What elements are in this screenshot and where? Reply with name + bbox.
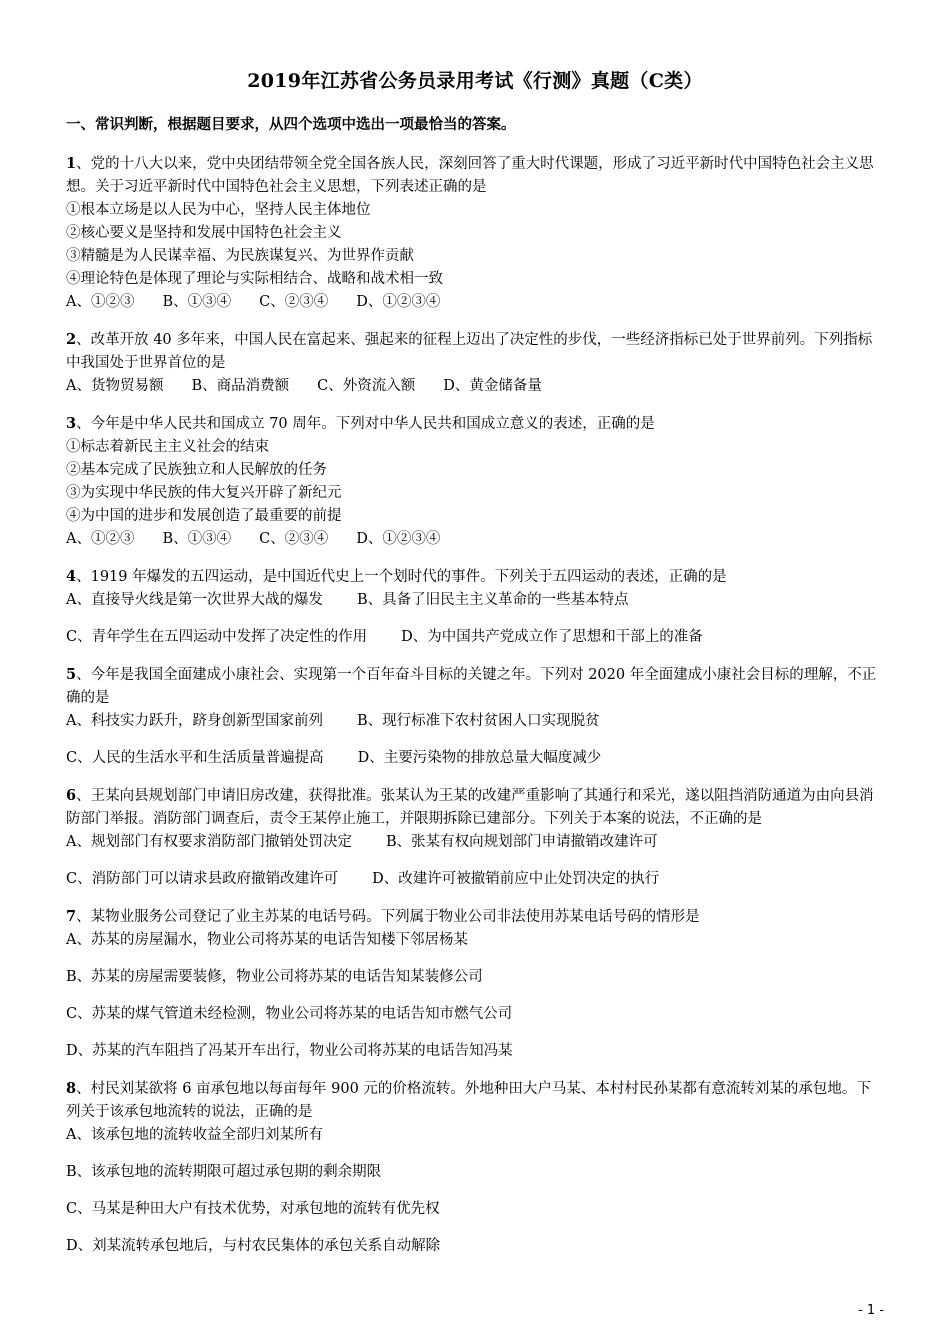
statement: ①标志着新民主主义社会的结束 bbox=[66, 439, 269, 455]
option-d: D、①②③④ bbox=[356, 531, 441, 547]
options-row bbox=[66, 375, 884, 398]
question-1 bbox=[66, 152, 884, 314]
options-row bbox=[66, 528, 884, 551]
question-number: 4 bbox=[66, 568, 77, 585]
option-b: B、商品消费额 bbox=[191, 378, 290, 394]
option-c: C、马某是种田大户有技术优势，对承包地的流转有优先权 bbox=[66, 1201, 440, 1217]
question-stem bbox=[66, 784, 884, 831]
option-c: C、人民的生活水平和生活质量普遍提高 bbox=[66, 750, 324, 766]
question-text: 、村民刘某欲将 6 亩承包地以每亩每年 900 元的价格流转。外地种田大户马某、本村村民孙某都有意流转刘某的承包地。下列关于该承包地流转的说法，正确的是 bbox=[66, 1081, 871, 1120]
option-b: B、苏某的房屋需要装修，物业公司将苏某的电话告知某装修公司 bbox=[66, 969, 483, 985]
question-6 bbox=[66, 784, 884, 891]
options-row bbox=[66, 291, 884, 314]
question-text: 、今年是我国全面建成小康社会、实现第一个百年奋斗目标的关键之年。下列对 2020 年全面建成小康社会目标的理解，不正确的是 bbox=[66, 667, 877, 706]
option-b: B、①③④ bbox=[162, 294, 232, 310]
question-3 bbox=[66, 412, 884, 551]
option-a: A、货物贸易额 bbox=[66, 378, 164, 394]
option-d: D、①②③④ bbox=[356, 294, 441, 310]
question-number: 6 bbox=[66, 787, 77, 804]
question-stem bbox=[66, 412, 884, 436]
question-text: 、王某向县规划部门申请旧房改建，获得批准。张某认为王某的改建严重影响了其通行和采光，遂以阻挡消防通道为由向县消防部门举报。消防部门调查后，责令王某停止施工，并限期拆除已建部分。下列关于本案的说法，不正确的是 bbox=[66, 788, 874, 827]
option-c: C、外资流入额 bbox=[317, 378, 416, 394]
option-b: B、①③④ bbox=[162, 531, 232, 547]
option-a: A、规划部门有权要求消防部门撤销处罚决定 bbox=[66, 834, 352, 850]
question-stem bbox=[66, 328, 884, 375]
option-b: B、具备了旧民主主义革命的一些基本特点 bbox=[356, 592, 629, 608]
question-text: 、某物业服务公司登记了业主苏某的电话号码。下列属于物业公司非法使用苏某电话号码的情形是 bbox=[76, 909, 700, 925]
option-d: D、苏某的汽车阻挡了冯某开车出行，物业公司将苏某的电话告知冯某 bbox=[66, 1043, 513, 1059]
option-d: D、主要污染物的排放总量大幅度减少 bbox=[357, 750, 602, 766]
statement: ②基本完成了民族独立和人民解放的任务 bbox=[66, 462, 327, 478]
question-text: 、改革开放 40 多年来，中国人民在富起来、强起来的征程上迈出了决定性的步伐，一些经济指标已处于世界前列。下列指标中我国处于世界首位的是 bbox=[66, 332, 873, 371]
question-text: 、1919 年爆发的五四运动，是中国近代史上一个划时代的事件。下列关于五四运动的表述，正确的是 bbox=[76, 569, 727, 585]
option-c: C、②③④ bbox=[259, 294, 329, 310]
option-a: A、①②③ bbox=[66, 531, 135, 547]
option-a: A、该承包地的流转收益全部归刘某所有 bbox=[66, 1127, 323, 1143]
question-number: 3 bbox=[66, 415, 77, 432]
option-d: D、为中国共产党成立作了思想和干部上的准备 bbox=[401, 629, 703, 645]
question-stem bbox=[66, 663, 884, 710]
document-title: 2019年江苏省公务员录用考试《行测》真题（C类） bbox=[247, 70, 703, 92]
section-heading: 一、常识判断，根据题目要求，从四个选项中选出一项最恰当的答案。 bbox=[66, 117, 516, 133]
question-number: 5 bbox=[66, 666, 77, 683]
option-b: B、现行标准下农村贫困人口实现脱贫 bbox=[356, 713, 600, 729]
question-number: 2 bbox=[66, 331, 77, 348]
statement: ④为中国的进步和发展创造了最重要的前提 bbox=[66, 508, 342, 524]
option-a: A、科技实力跃升，跻身创新型国家前列 bbox=[66, 713, 323, 729]
option-d: D、改建许可被撤销前应中止处罚决定的执行 bbox=[372, 871, 660, 887]
option-b: B、该承包地的流转期限可超过承包期的剩余期限 bbox=[66, 1164, 382, 1180]
question-text: 、党的十八大以来，党中央团结带领全党全国各族人民，深刻回答了重大时代课题，形成了习近平新时代中国特色社会主义思想。关于习近平新时代中国特色社会主义思想，下列表述正确的是 bbox=[66, 156, 874, 195]
option-a: A、苏某的房屋漏水，物业公司将苏某的电话告知楼下邻居杨某 bbox=[66, 932, 468, 948]
options-row bbox=[66, 710, 884, 733]
statement: ①根本立场是以人民为中心，坚持人民主体地位 bbox=[66, 202, 371, 218]
question-2 bbox=[66, 328, 884, 398]
question-5 bbox=[66, 663, 884, 770]
question-number: 1 bbox=[66, 155, 77, 172]
option-b: B、张某有权向规划部门申请撤销改建许可 bbox=[385, 834, 658, 850]
question-8 bbox=[66, 1077, 884, 1258]
statement: ③精髓是为人民谋幸福、为民族谋复兴、为世界作贡献 bbox=[66, 248, 414, 264]
question-stem bbox=[66, 905, 884, 929]
question-number: 7 bbox=[66, 908, 77, 925]
question-stem bbox=[66, 565, 884, 589]
question-stem bbox=[66, 152, 884, 199]
options-row bbox=[66, 831, 884, 854]
statement: ④理论特色是体现了理论与实际相结合、战略和战术相一致 bbox=[66, 271, 443, 287]
option-d: D、刘某流转承包地后，与村农民集体的承包关系自动解除 bbox=[66, 1238, 441, 1254]
options-row bbox=[66, 589, 884, 612]
option-d: D、黄金储备量 bbox=[443, 378, 542, 394]
statement: ②核心要义是坚持和发展中国特色社会主义 bbox=[66, 225, 342, 241]
statement: ③为实现中华民族的伟大复兴开辟了新纪元 bbox=[66, 485, 342, 501]
option-c: C、苏某的煤气管道未经检测，物业公司将苏某的电话告知市燃气公司 bbox=[66, 1006, 513, 1022]
option-a: A、直接导火线是第一次世界大战的爆发 bbox=[66, 592, 323, 608]
page-number: - 1 - bbox=[858, 1303, 884, 1318]
option-c: C、②③④ bbox=[259, 531, 329, 547]
options-row bbox=[66, 626, 884, 649]
option-a: A、①②③ bbox=[66, 294, 135, 310]
question-4 bbox=[66, 565, 884, 649]
question-number: 8 bbox=[66, 1080, 77, 1097]
question-7 bbox=[66, 905, 884, 1063]
question-text: 、今年是中华人民共和国成立 70 周年。下列对中华人民共和国成立意义的表述，正确的是 bbox=[76, 416, 655, 432]
options-row bbox=[66, 868, 884, 891]
options-row bbox=[66, 747, 884, 770]
option-c: C、青年学生在五四运动中发挥了决定性的作用 bbox=[66, 629, 368, 645]
question-stem bbox=[66, 1077, 884, 1124]
option-c: C、消防部门可以请求县政府撤销改建许可 bbox=[66, 871, 339, 887]
